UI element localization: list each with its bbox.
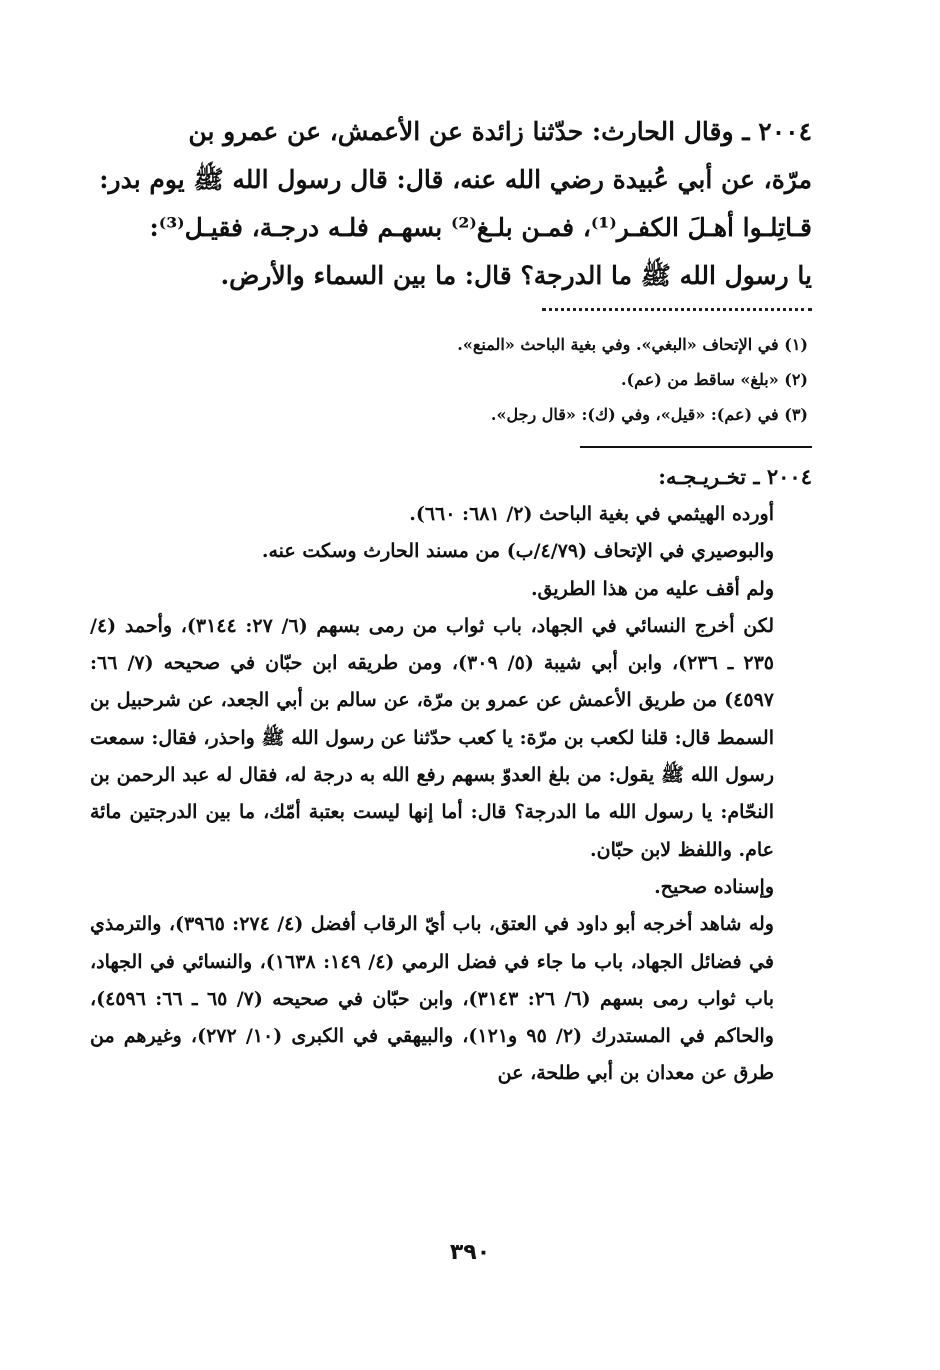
takhrij-body [90,496,812,1093]
takhrij-paragraph: أورده الهيثمي في بغية الباحث (٢/ ٦٨١: ٦٦٠). [409,503,774,525]
footnote-2: (٢) «بلغ» ساقط من (عم). [620,370,808,389]
takhrij-paragraph: وإسناده صحيح. [654,875,774,898]
footnote-3: (٣) في (عم): «قيل»، وفي (ك): «قال رجل». [490,405,808,424]
hadith-line: ٢٠٠٤ ـ وقال الحارث: حدّثنا زائدة عن الأعمش، عن عمرو بن [188,117,812,146]
section-divider [580,446,812,448]
hadith-line: قـاتِلـوا أهـلَ الكفـر⁽¹⁾، فمـن بلـغ⁽²⁾ بسهـم فلـه درجـة، فقيـل⁽³⁾: [149,213,812,242]
takhrij-heading: ٢٠٠٤ ـ تخـريـجـه: [658,464,812,489]
page-number: ٣٩٠ [449,1240,491,1265]
takhrij-paragraph: وله شاهد أخرجه أبو داود في العتق، باب أيّ الرقاب أفضل (٤/ ٢٧٤: ٣٩٦٥)، والترمذي في فضائل الجهاد، باب ما جاء في فضل الرمي (٤/ ١٤٩: ١٦٣٨)، والنسائي في الجهاد، باب ثواب رمى بسهم (٦/ ٢٦: ٣١٤٣)، وابن حبّان في صحيحه (٧/ ٦٥ ـ ٦٦: ٤٥٩٦)، والحاكم في المستدرك (٢/ ٩٥ و١٢١)، والبيهقي في الكبرى (١٠/ ٢٧٢)، وغيرهم من طرق عن معدان بن أبي طلحة، عن [90,913,774,1085]
footnote-dotted-divider [542,308,812,313]
footnote-1: (١) في الإتحاف «البغي». وفي بغية الباحث «المنع». [457,335,808,354]
hadith-line: يا رسول الله ﷺ ما الدرجة؟ قال: ما بين السماء والأرض. [220,261,812,290]
takhrij-paragraph: ولم أقف عليه من هذا الطريق. [530,577,774,600]
hadith-line: مرّة، عن أبي عُبيدة رضي الله عنه، قال: قال رسول الله ﷺ يوم بدر: [99,165,812,194]
takhrij-paragraph: والبوصيري في الإتحاف (٤/٧٩/ب) من مسند الحارث وسكت عنه. [261,540,774,563]
page-content [90,108,812,1093]
hadith-text [90,108,812,300]
takhrij-paragraph: لكن أخرج النسائي في الجهاد، باب ثواب من رمى بسهم (٦/ ٢٧: ٣١٤٤)، وأحمد (٤/ ٢٣٥ ـ ٢٣٦)، وابن أبي شيبة (٥/ ٣٠٩)، ومن طريقه ابن حبّان في صحيحه (٧/ ٦٦: ٤٥٩٧) من طريق الأعمش عن عمرو بن مرّة، عن سالم بن أبي الجعد، عن شرحبيل بن السمط قال: قلنا لكعب بن مرّة: يا كعب حدّثنا عن رسول الله ﷺ واحذر، فقال: سمعت رسول الله ﷺ يقول: من بلغ العدوّ بسهم رفع الله به درجة له، فقال له عبد الرحمن بن النحّام: يا رسول الله ما الدرجة؟ قال: أما إنها ليست بعتبة أمّك، ما بين الدرجتين مائة عام. واللفظ لابن حبّان. [90,614,774,861]
footnotes [90,327,812,432]
